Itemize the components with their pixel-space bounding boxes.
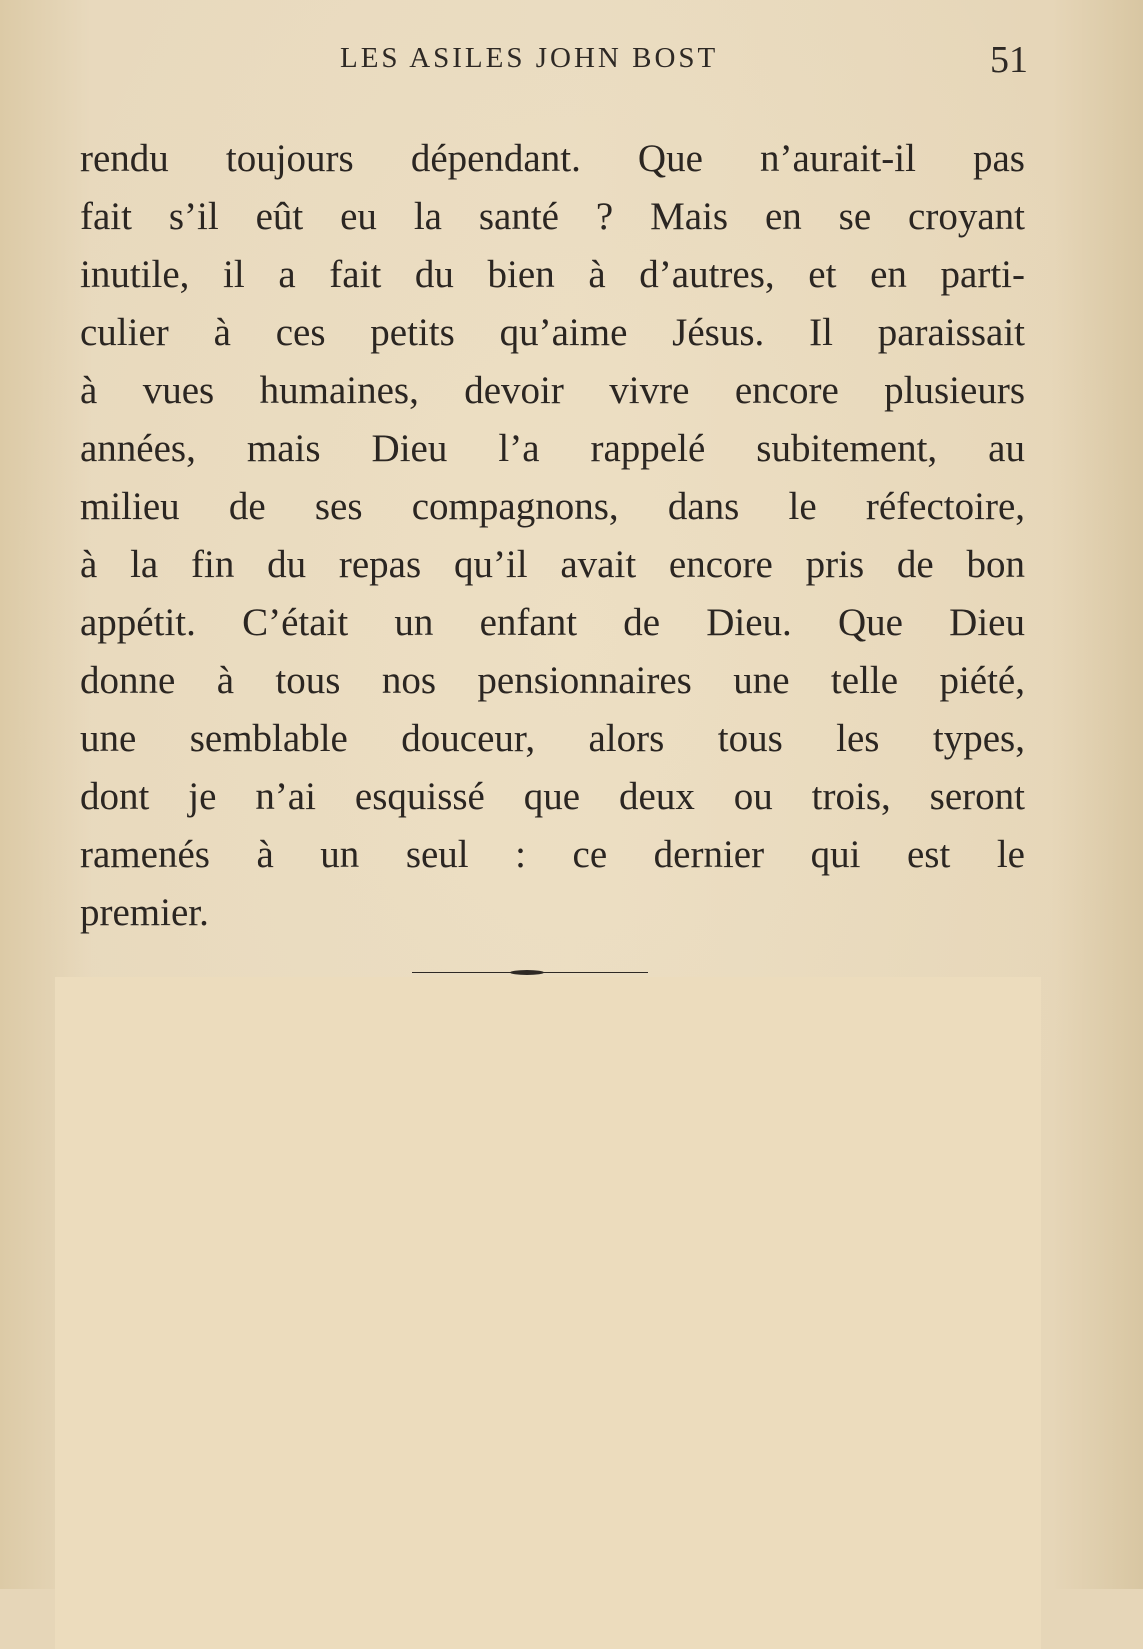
text-line: fait s’il eût eu la santé ? Mais en se croyant [80, 195, 1025, 238]
text-line: appétit. C’était un enfant de Dieu. Que Dieu [80, 601, 1025, 644]
text-line: premier. [80, 891, 209, 934]
text-line: années, mais Dieu l’a rappelé subitement, au [80, 427, 1025, 470]
section-end-ornament [412, 970, 648, 976]
text-line: à la fin du repas qu’il avait encore pris de bon [80, 543, 1025, 586]
page-number: 51 [990, 39, 1028, 81]
text-line: à vues humaines, devoir vivre encore plusieurs [80, 369, 1025, 412]
text-line: ramenés à un seul : ce dernier qui est le [80, 833, 1025, 876]
running-title: LES ASILES JOHN BOST [340, 42, 719, 74]
text-line: une semblable douceur, alors tous les types, [80, 717, 1025, 760]
text-line: inutile, il a fait du bien à d’autres, et en parti- [80, 253, 1025, 296]
page-header [0, 38, 1143, 88]
text-line: dont je n’ai esquissé que deux ou trois, seront [80, 775, 1025, 818]
text-line: rendu toujours dépendant. Que n’aurait-il pas [80, 137, 1025, 180]
body-text [80, 130, 1025, 942]
text-line: milieu de ses compagnons, dans le réfectoire, [80, 485, 1025, 528]
ornament-flourish [510, 970, 544, 975]
blank-area [55, 977, 1041, 1649]
text-line: culier à ces petits qu’aime Jésus. Il paraissait [80, 311, 1025, 354]
text-line: donne à tous nos pensionnaires une telle piété, [80, 659, 1025, 702]
